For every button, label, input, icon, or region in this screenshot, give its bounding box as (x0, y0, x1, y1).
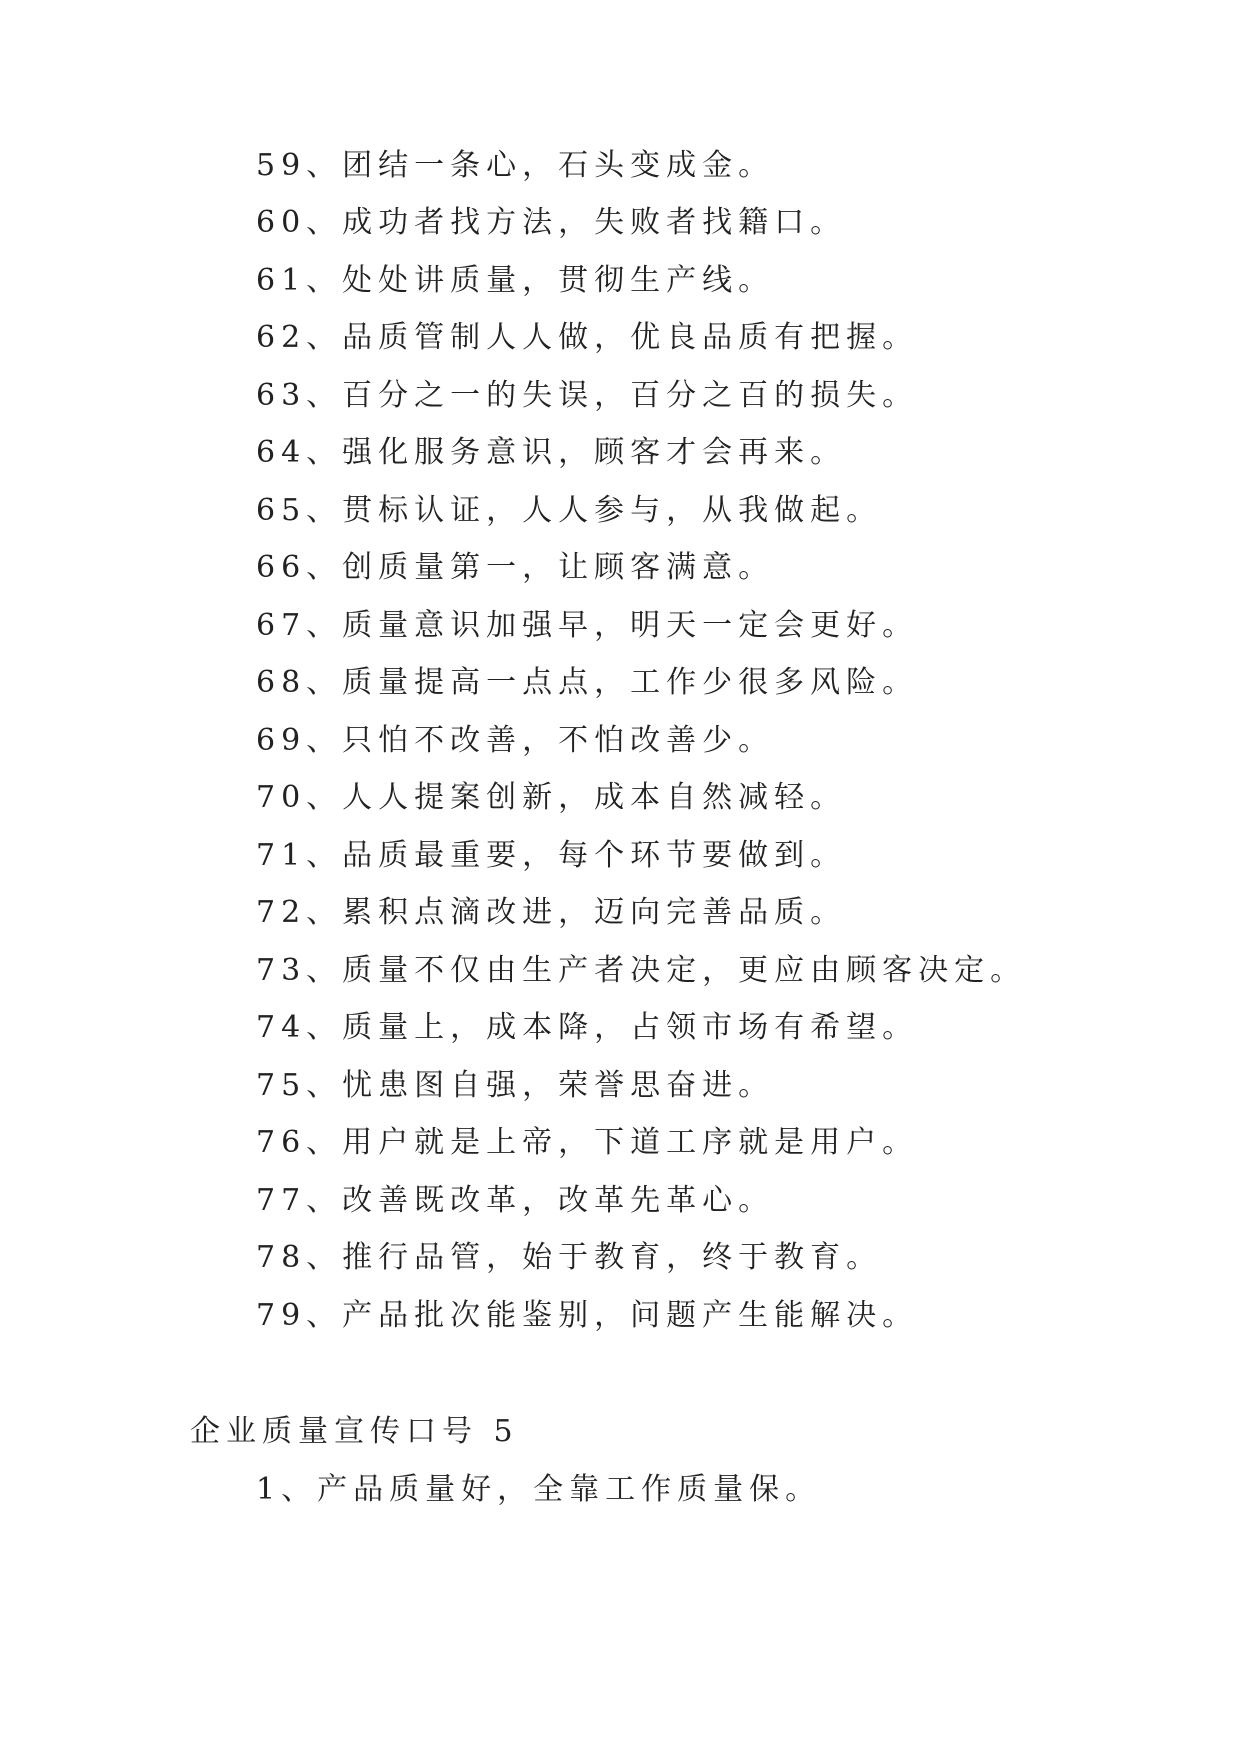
slogan-59: 59、团结一条心，石头变成金。 (256, 148, 775, 183)
slogan-78: 78、推行品管，始于教育，终于教育。 (256, 1240, 883, 1275)
slogan-76: 76、用户就是上帝，下道工序就是用户。 (256, 1125, 919, 1160)
slogan-1: 1、产品质量好，全靠工作质量保。 (256, 1472, 822, 1507)
slogan-63: 63、百分之一的失误，百分之百的损失。 (256, 378, 919, 413)
slogan-72: 72、累积点滴改进，迈向完善品质。 (256, 895, 847, 930)
slogan-73: 73、质量不仅由生产者决定，更应由顾客决定。 (256, 953, 1027, 988)
section-heading: 企业质量宣传口号 5 (190, 1414, 519, 1449)
slogan-61: 61、处处讲质量，贯彻生产线。 (256, 263, 775, 298)
slogan-79: 79、产品批次能鉴别，问题产生能解决。 (256, 1298, 919, 1333)
slogan-69: 69、只怕不改善，不怕改善少。 (256, 723, 775, 758)
slogan-70: 70、人人提案创新，成本自然减轻。 (256, 780, 847, 815)
slogan-68: 68、质量提高一点点，工作少很多风险。 (256, 665, 919, 700)
slogan-77: 77、改善既改革，改革先革心。 (256, 1183, 775, 1218)
slogan-65: 65、贯标认证，人人参与，从我做起。 (256, 493, 883, 528)
slogan-64: 64、强化服务意识，顾客才会再来。 (256, 435, 847, 470)
slogan-66: 66、创质量第一，让顾客满意。 (256, 550, 775, 585)
slogan-74: 74、质量上，成本降，占领市场有希望。 (256, 1010, 919, 1045)
slogan-75: 75、忧患图自强，荣誉思奋进。 (256, 1068, 775, 1103)
slogan-71: 71、品质最重要，每个环节要做到。 (256, 838, 847, 873)
slogan-60: 60、成功者找方法，失败者找籍口。 (256, 205, 847, 240)
slogan-62: 62、品质管制人人做，优良品质有把握。 (256, 320, 919, 355)
slogan-67: 67、质量意识加强早，明天一定会更好。 (256, 608, 919, 643)
